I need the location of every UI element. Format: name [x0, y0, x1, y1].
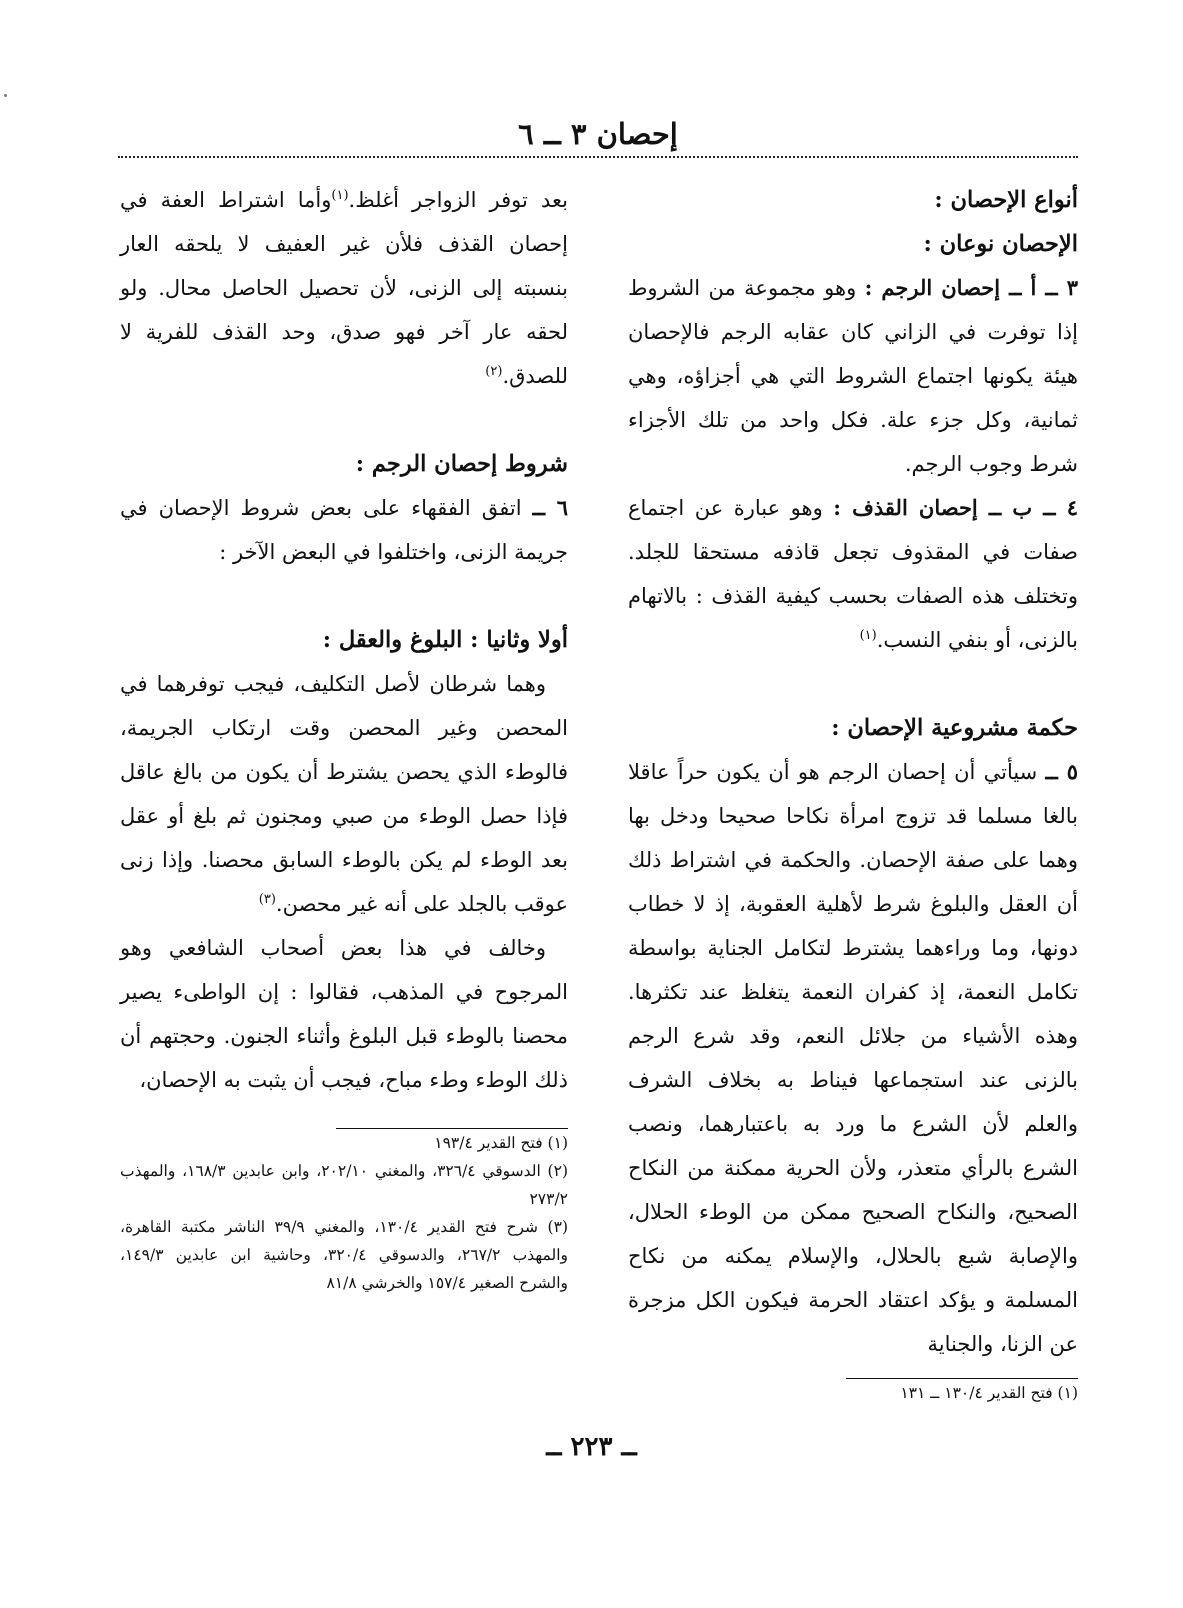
- heading-types: أنواع الإحصان :: [934, 187, 1078, 213]
- paragraph-3-label: ٣ ــ أ ــ إحصان الرجم :: [864, 275, 1079, 300]
- footnotes-right: [628, 1379, 1078, 1407]
- right-column: [628, 178, 1078, 1407]
- heading-first-second: أولا وثانيا : البلوغ والعقل :: [322, 627, 568, 653]
- paragraph-6-label: ٦ ــ: [532, 495, 568, 520]
- paragraph-6-text: اتفق الفقهاء على بعض شروط الإحصان في جريمة الزنى، واختلفوا في البعض الآخر :: [120, 496, 568, 564]
- header-dotted-rule: [118, 156, 1078, 158]
- continuation-text-2: وأما اشتراط العفة في إحصان القذف فلأن غير العفيف لا يلحقه العار بنسبته إلى الزنى، لأن تحصيل الحاصل محال. ولو لحقه عار آخر فهو صدق، وحد القذف للفرية لا للصدق.: [120, 188, 568, 388]
- left-column: [120, 178, 568, 1297]
- footnote-item: (٣) شرح فتح القدير ١٣٠/٤، والمغني ٣٩/٩ الناشر مكتبة القاهرة، والمهذب ٢٦٧/٢، والدسوقي ٣٢٠/٤، وحاشية ابن عابدين ١٤٩/٣، والشرح الصغير ١٥٧/٤ والخرشي ٨١/٨: [120, 1218, 568, 1292]
- paragraph-4: [628, 486, 1078, 662]
- continuation-text: بعد توفر الزواجر أغلظ.: [348, 188, 568, 212]
- paragraph-5-text: سيأتي أن إحصان الرجم هو أن يكون حراً عاقلا بالغا مسلما قد تزوج امرأة نكاحا صحيحا ودخل بها وهما على صفة الإحصان. والحكمة في اشتراط ذلك أن العقل والبلوغ شرط لأهلية العقوبة، إذ لا خطاب دونها، وما وراءهما يشترط لتكامل الجناية بواسطة تكامل النعمة، إذ كفران النعمة يتغلظ عند تكثرها. وهذه الأشياء من جلائل النعم، وقد شرع الرجم بالزنى عند استجماعها فيناط به بخلاف الشرف والعلم لأن الشرع ما ورد به باعتبارهما، ونصب الشرع بالرأي متعذر، ولأن الحرية ممكنة من النكاح الصحيح، والنكاح الصحيح ممكن من الوطء الحلال، والإصابة شبع بالحلال، والإسلام يمكنه من نكاح المسلمة و يؤكد اعتقاد الحرمة فيكون الكل مزجرة عن الزنا، والجناية: [628, 760, 1078, 1356]
- footnotes-left: [120, 1129, 568, 1297]
- heading-conditions: شروط إحصان الرجم :: [355, 451, 568, 477]
- footnote-ref[interactable]: (١): [331, 188, 349, 203]
- heading-wisdom: حكمة مشروعية الإحصان :: [831, 715, 1078, 741]
- continuation-paragraph: [120, 178, 568, 398]
- page-header: إحصان ٣ ــ ٦: [518, 117, 678, 151]
- paragraph-dissent: [120, 926, 568, 1102]
- paragraph-dissent-text: وخالف في هذا بعض أصحاب الشافعي وهو المرجوح في المذهب، فقالوا : إن الواطىء يصير محصنا بالوطء قبل البلوغ وأثناء الجنون. وحجتهم أن ذلك الوطء وطء مباح، فيجب أن يثبت به الإحصان،: [120, 936, 568, 1092]
- heading-two-types: الإحصان نوعان :: [923, 231, 1078, 257]
- scan-speck: [4, 94, 7, 97]
- footnote-ref[interactable]: (١): [859, 628, 877, 643]
- paragraph-4-text: وهو عبارة عن اجتماع صفات في المقذوف تجعل قاذفه مستحقا للجلد. وتختلف هذه الصفات بحسب كيفية القذف : بالاتهام بالزنى، أو بنفي النسب.: [628, 496, 1078, 652]
- footnote-item: (١) فتح القدير ١٩٣/٤: [434, 1134, 568, 1152]
- footnote-item: (٢) الدسوقي ٣٢٦/٤، والمغني ٢٠٢/١٠، وابن عابدين ١٦٨/٣، والمهذب ٢٧٣/٢: [120, 1162, 568, 1208]
- paragraph-5-label: ٥ ــ: [1045, 759, 1078, 784]
- paragraph-6: [120, 486, 568, 574]
- paragraph-3: [628, 266, 1078, 486]
- page-number: ــ ٢٢٣ ــ: [546, 1432, 637, 1462]
- footnote-ref[interactable]: (٣): [258, 892, 276, 907]
- paragraph-5: [628, 750, 1078, 1366]
- paragraph-maturity-text: وهما شرطان لأصل التكليف، فيجب توفرهما في المحصن وغير المحصن وقت ارتكاب الجريمة، فالوطء الذي يحصن يشترط أن يكون من بالغ عاقل فإذا حصل الوطء من صبي ومجنون ثم بلغ أو عقل بعد الوطء لم يكن بالوطء السابق محصنا. وإذا زنى عوقب بالجلد على أنه غير محصن.: [120, 672, 568, 916]
- paragraph-3-text: وهو مجموعة من الشروط إذا توفرت في الزاني كان عقابه الرجم فالإحصان هيئة يكونها اجتماع الشروط التي هي أجزاؤه، وهي ثمانية، وكل جزء علة. فكل واحد من تلك الأجزاء شرط وجوب الرجم.: [628, 276, 1078, 476]
- paragraph-4-label: ٤ ــ ب ــ إحصان القذف :: [833, 495, 1078, 520]
- footnote-ref[interactable]: (٢): [485, 364, 503, 379]
- paragraph-maturity: [120, 662, 568, 926]
- footnote-item: (١) فتح القدير ١٣٠/٤ ــ ١٣١: [900, 1384, 1078, 1402]
